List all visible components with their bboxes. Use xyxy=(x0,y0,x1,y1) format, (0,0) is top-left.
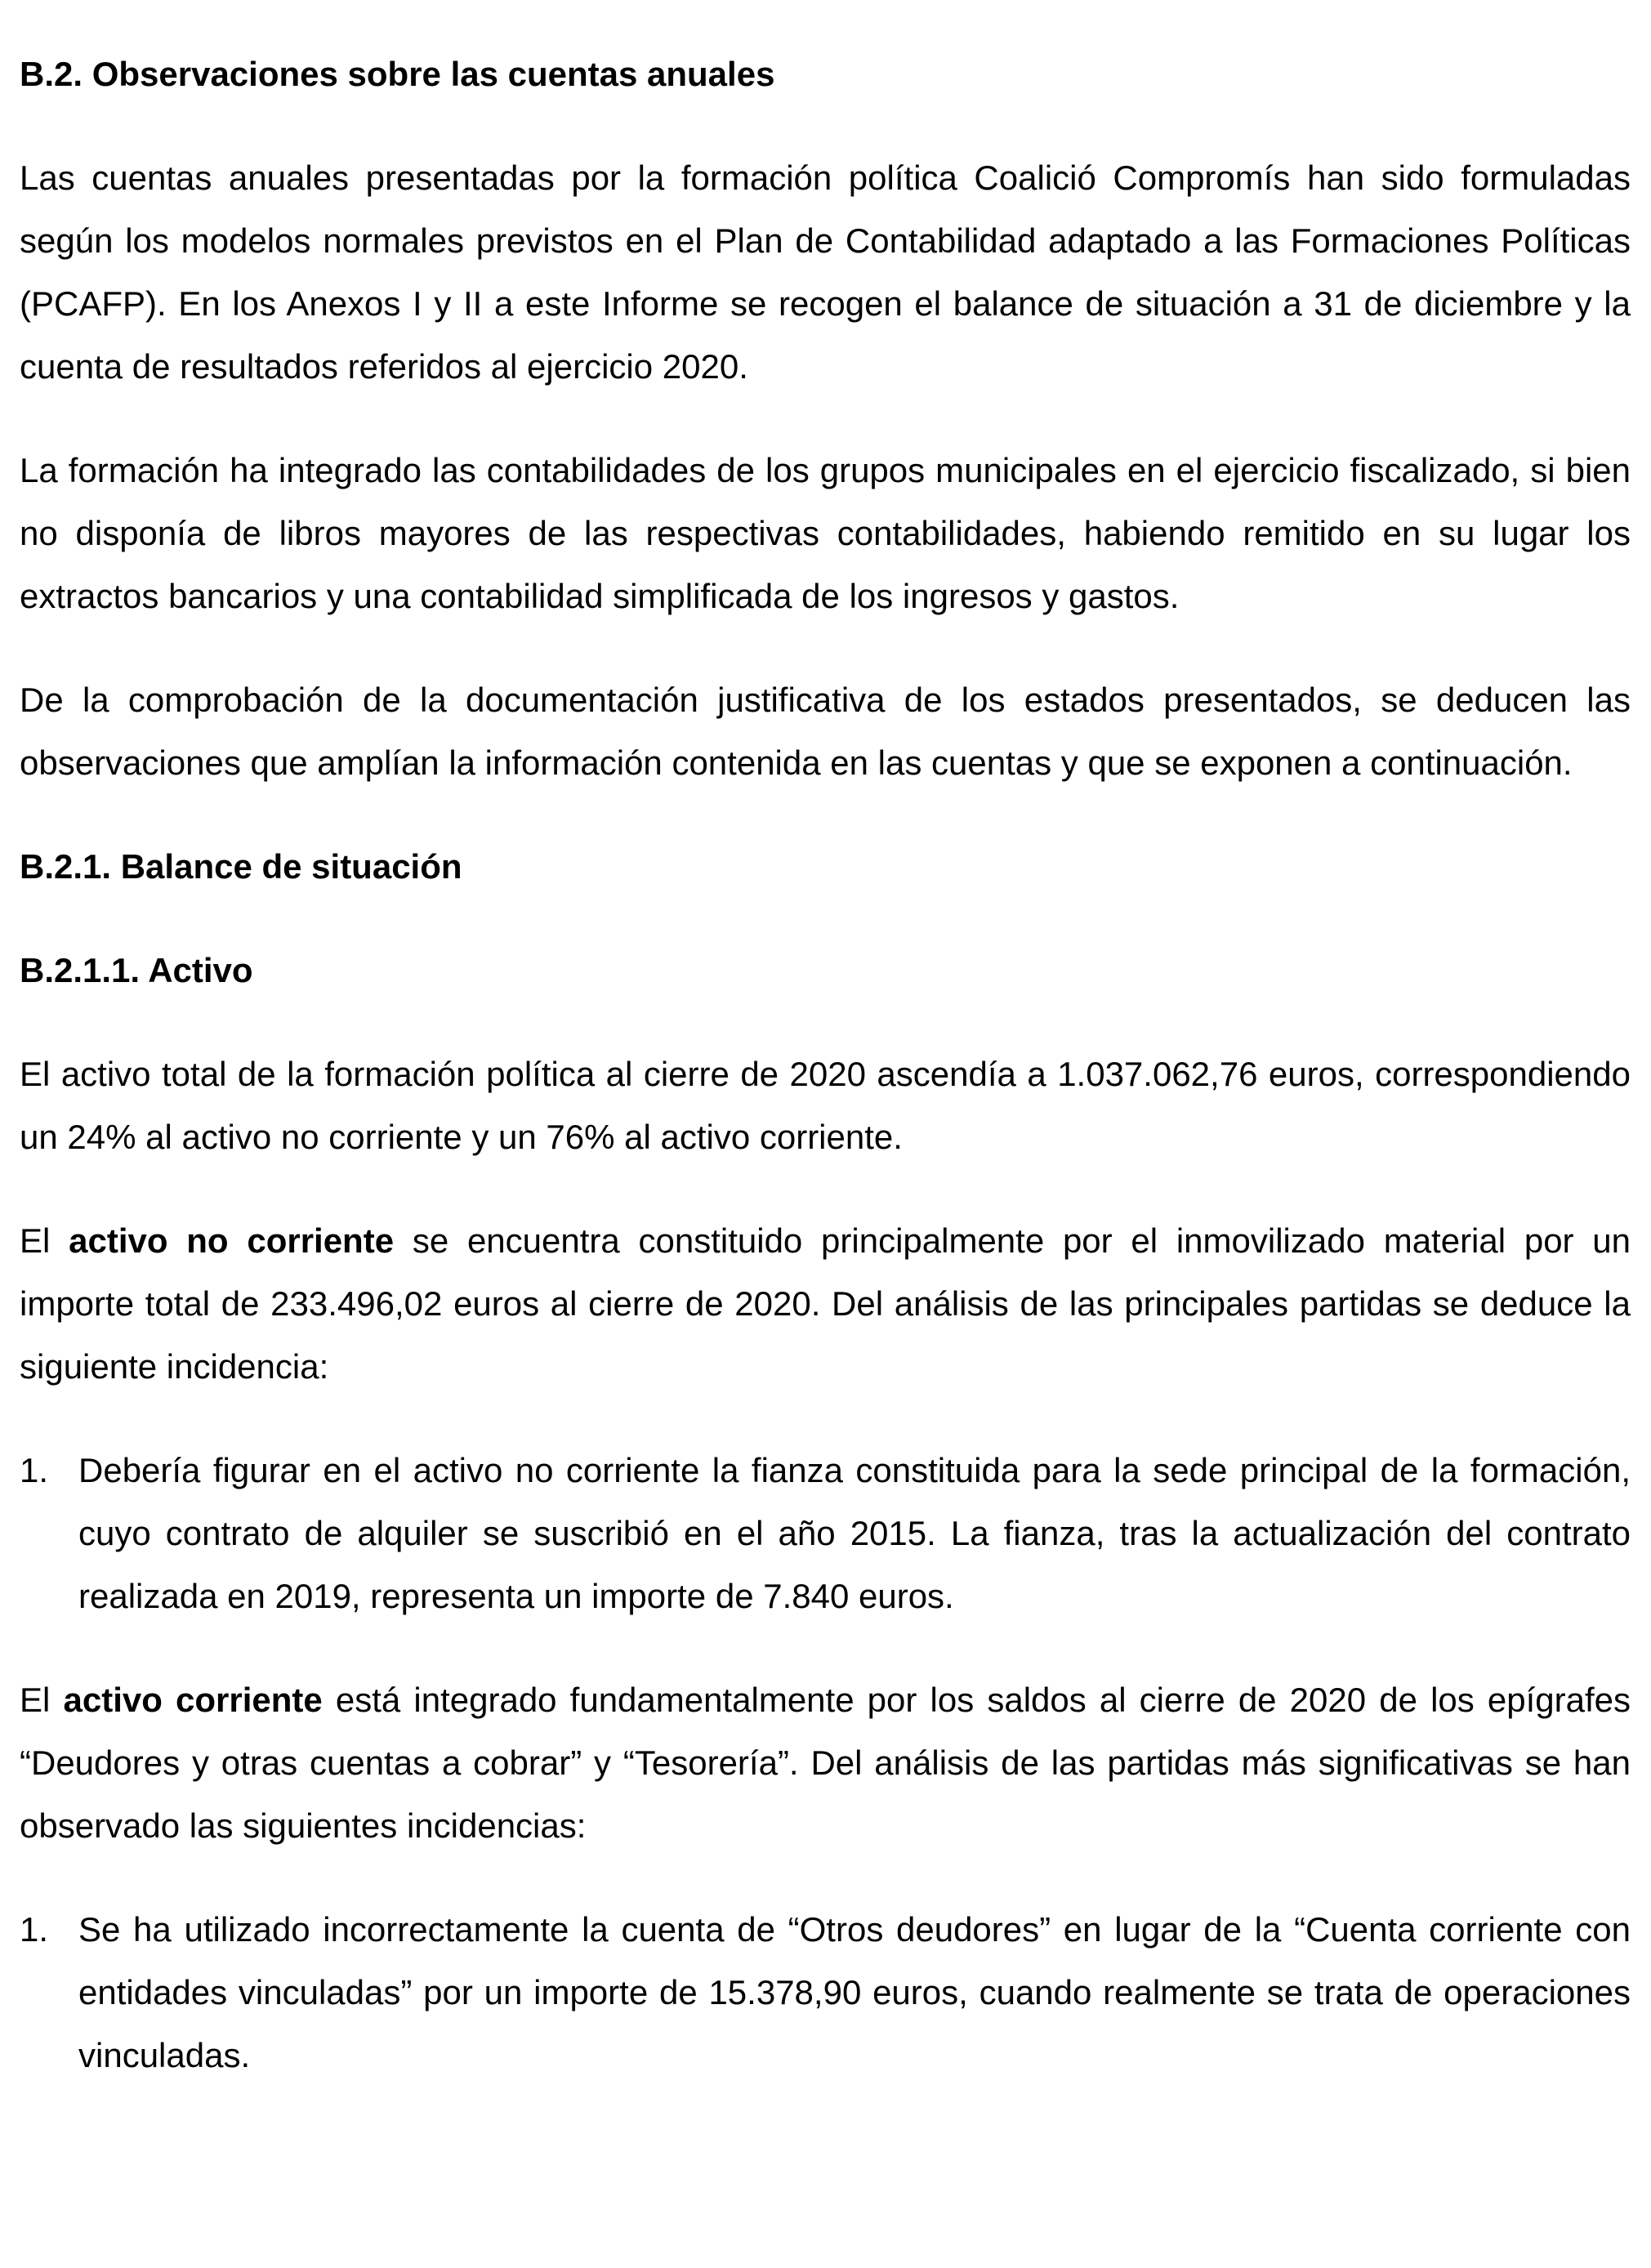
paragraph-observaciones: De la comprobación de la documentación justificativa de los estados presentados, se deducen las observaciones que amplían la información contenida en las cuentas y que se exponen a continuación. xyxy=(20,681,1631,782)
list-item-text: Debería figurar en el activo no corriente la fianza constituida para la sede principal de la formación, cuyo contrato de alquiler se suscribió en el año 2015. La fianza, tras la actualización del contrato realizada en 2019, representa un importe de 7.840 euros. xyxy=(78,1451,1631,1615)
c-incidencias-list xyxy=(20,1898,1631,2087)
list-item-number: 1. xyxy=(20,1451,49,1489)
list-item-text: Se ha utilizado incorrectamente la cuenta de “Otros deudores” en lugar de la “Cuenta corriente con entidades vinculadas” por un importe de 15.378,90 euros, cuando realmente se trata de operaciones vinculadas. xyxy=(78,1910,1631,2074)
paragraph-intro: Las cuentas anuales presentadas por la formación política Coalició Compromís han sido formuladas según los modelos normales previstos en el Plan de Contabilidad adaptado a las Formaciones Políticas (PCAFP). En los Anexos I y II a este Informe se recogen el balance de situación a 31 de diciembre y la cuenta de resultados referidos al ejercicio 2020. xyxy=(20,158,1631,386)
c-rest: está integrado fundamentalmente por los saldos al cierre de 2020 de los epígrafes “Deudores y otras cuentas a cobrar” y “Tesorería”. Del análisis de las partidas más significativas se han observado las siguientes incidencias: xyxy=(20,1681,1631,1845)
section-heading: B.2. Observaciones sobre las cuentas anuales xyxy=(20,55,775,93)
nc-bold-term: activo no corriente xyxy=(69,1221,395,1260)
paragraph-activo-no-corriente xyxy=(20,1209,1631,1398)
c-bold-term: activo corriente xyxy=(63,1681,323,1719)
paragraph-activo-corriente xyxy=(20,1668,1631,1857)
nc-rest: se encuentra constituido principalmente por el inmovilizado material por un importe total de 233.496,02 euros al cierre de 2020. Del análisis de las principales partidas se deduce la siguiente incidencia: xyxy=(20,1221,1631,1386)
activo-heading: B.2.1.1. Activo xyxy=(20,951,253,989)
c-prefix: El xyxy=(20,1681,51,1719)
list-item-number: 1. xyxy=(20,1910,49,1949)
nc-incidencias-list xyxy=(20,1439,1631,1627)
list-item xyxy=(20,1439,1631,1627)
document-page xyxy=(20,42,1631,2087)
list-item xyxy=(20,1898,1631,2087)
balance-heading: B.2.1. Balance de situación xyxy=(20,847,462,886)
nc-prefix: El xyxy=(20,1221,51,1260)
paragraph-activo-total: El activo total de la formación política al cierre de 2020 ascendía a 1.037.062,76 euros, correspondiendo un 24% al activo no corriente y un 76% al activo corriente. xyxy=(20,1055,1631,1156)
paragraph-grupos-municipales: La formación ha integrado las contabilidades de los grupos municipales en el ejercicio fiscalizado, si bien no disponía de libros mayores de las respectivas contabilidades, habiendo remitido en su lugar los extractos bancarios y una contabilidad simplificada de los ingresos y gastos. xyxy=(20,451,1631,615)
